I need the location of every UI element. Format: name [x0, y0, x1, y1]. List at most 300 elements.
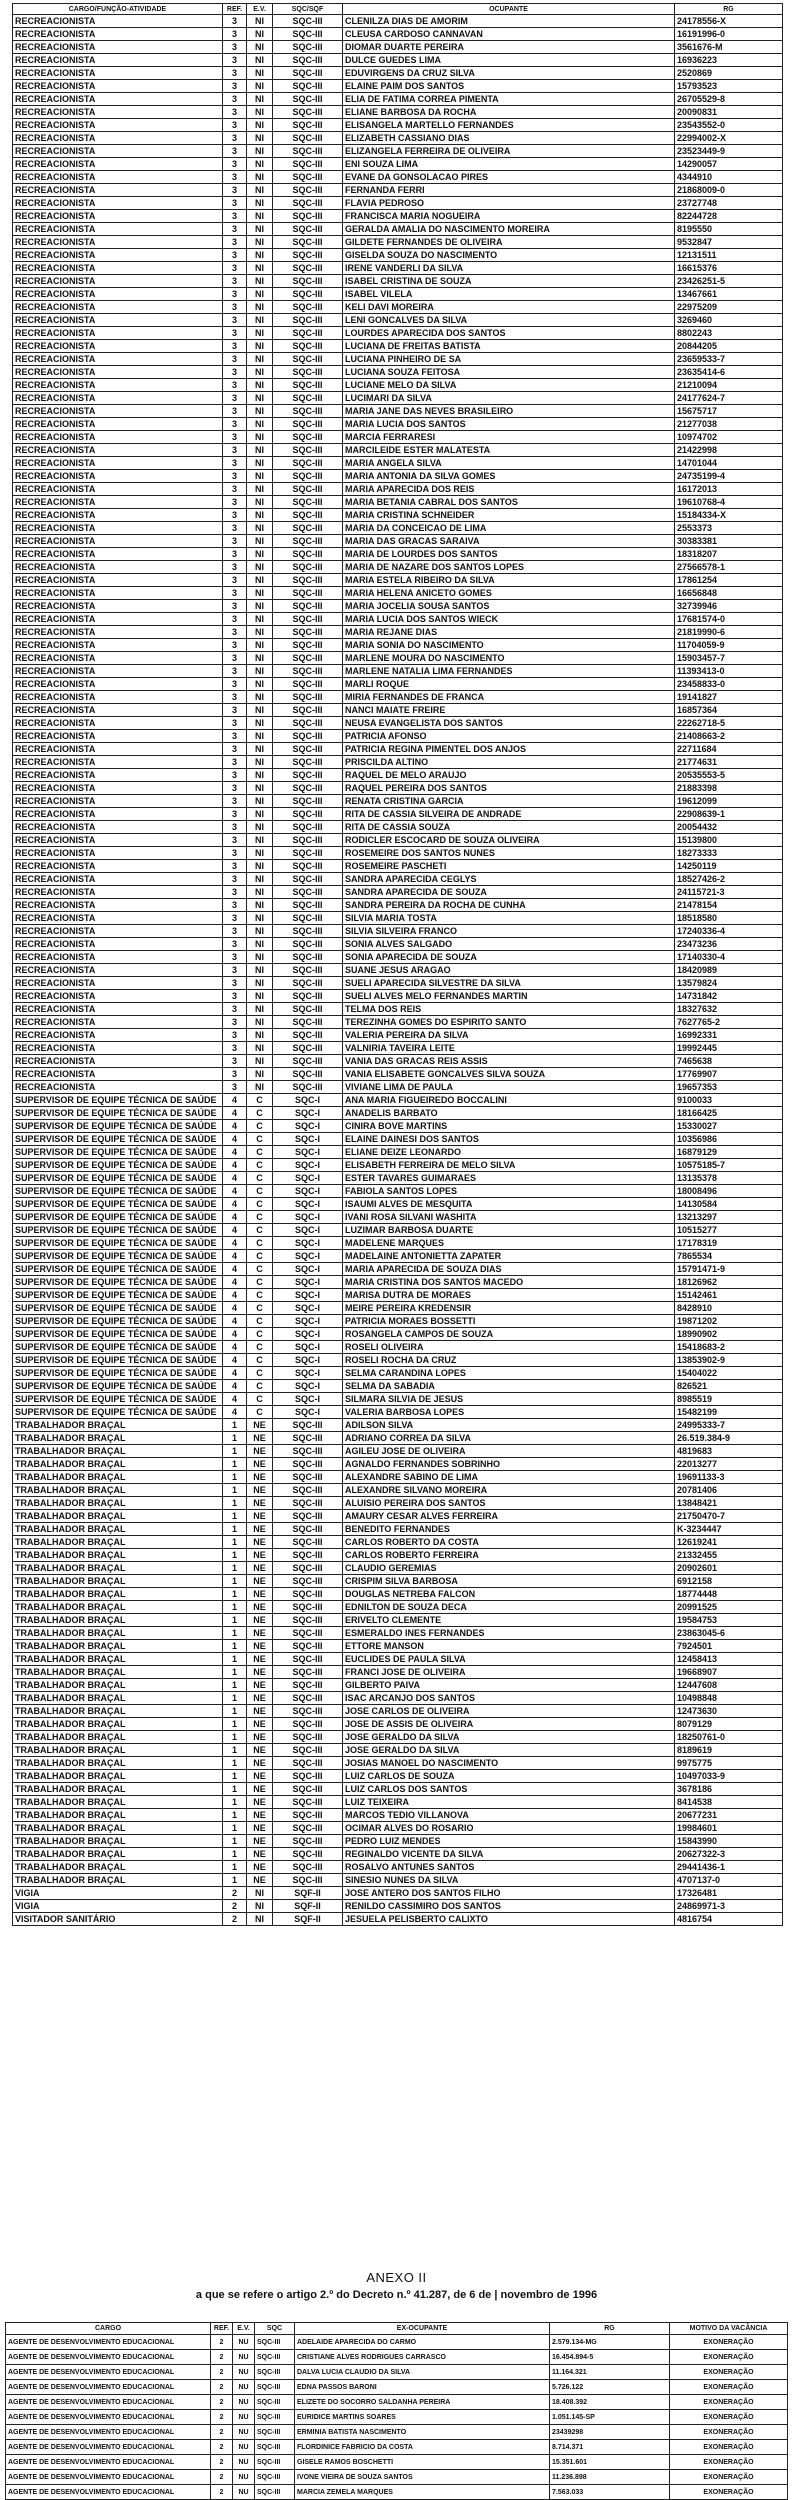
table-cell: IVONE VIEIRA DE SOUZA SANTOS: [295, 2470, 550, 2485]
table-cell: VANIA ELISABETE GONCALVES SILVA SOUZA: [343, 1068, 675, 1081]
table-cell: DIOMAR DUARTE PEREIRA: [343, 41, 675, 54]
table-cell: ALEXANDRE SILVANO MOREIRA: [343, 1484, 675, 1497]
table-cell: 19610768-4: [675, 496, 783, 509]
table-cell: EUCLIDES DE PAULA SILVA: [343, 1653, 675, 1666]
table-cell: REGINALDO VICENTE DA SILVA: [343, 1848, 675, 1861]
table-cell: CLENILZA DIAS DE AMORIM: [343, 15, 675, 28]
table-cell: SQC-I: [273, 1406, 343, 1419]
table-row: [13, 1809, 783, 1822]
table-cell: 8414538: [675, 1796, 783, 1809]
table-cell: 1: [223, 1705, 247, 1718]
table-cell: 4: [223, 1146, 247, 1159]
table-row: [13, 1120, 783, 1133]
table-cell: 4: [223, 1315, 247, 1328]
table-cell: RECREACIONISTA: [13, 15, 223, 28]
table-cell: RENATA CRISTINA GARCIA: [343, 795, 675, 808]
table-cell: SQC-III: [273, 1068, 343, 1081]
table-cell: 11704059-9: [675, 639, 783, 652]
table-cell: MARIA ANGELA SILVA: [343, 457, 675, 470]
table-cell: SQC-III: [273, 730, 343, 743]
column-header: MOTIVO DA VACÂNCIA: [670, 2323, 788, 2335]
table-cell: NI: [247, 93, 273, 106]
table-cell: 3: [223, 717, 247, 730]
table-cell: C: [247, 1393, 273, 1406]
table-cell: 17861254: [675, 574, 783, 587]
table-cell: 10515277: [675, 1224, 783, 1237]
table-cell: SQC-III: [273, 769, 343, 782]
table-cell: C: [247, 1224, 273, 1237]
table-cell: SQC-III: [273, 1419, 343, 1432]
table-cell: LUIZ TEIXEIRA: [343, 1796, 675, 1809]
table-row: [13, 54, 783, 67]
table-cell: 3: [223, 756, 247, 769]
table-cell: 4: [223, 1211, 247, 1224]
table-cell: SQC-III: [273, 1848, 343, 1861]
table-cell: VIGIA: [13, 1887, 223, 1900]
table-cell: TELMA DOS REIS: [343, 1003, 675, 1016]
table-cell: 15418683-2: [675, 1341, 783, 1354]
table-cell: RECREACIONISTA: [13, 665, 223, 678]
table-cell: VIGIA: [13, 1900, 223, 1913]
annex-title: ANEXO II: [366, 2270, 427, 2285]
table-cell: C: [247, 1380, 273, 1393]
table-row: [13, 717, 783, 730]
table-cell: RITA DE CASSIA SOUZA: [343, 821, 675, 834]
table-cell: SQC-III: [273, 847, 343, 860]
table-cell: 21210094: [675, 379, 783, 392]
table-row: [13, 912, 783, 925]
table-cell: 3: [223, 184, 247, 197]
table-cell: SQC-III: [273, 691, 343, 704]
table-row: [13, 496, 783, 509]
table-cell: DOUGLAS NETREBA FALCON: [343, 1588, 675, 1601]
table-row: [13, 1900, 783, 1913]
table-cell: 3: [223, 613, 247, 626]
table-cell: RECREACIONISTA: [13, 899, 223, 912]
table-row: [13, 1510, 783, 1523]
table-cell: ISAC ARCANJO DOS SANTOS: [343, 1692, 675, 1705]
table-cell: 8802243: [675, 327, 783, 340]
table-cell: 20054432: [675, 821, 783, 834]
table-row: [13, 795, 783, 808]
table-cell: TRABALHADOR BRAÇAL: [13, 1874, 223, 1887]
table-row: [13, 1055, 783, 1068]
table-cell: NI: [247, 1900, 273, 1913]
table-cell: 14731842: [675, 990, 783, 1003]
table-cell: 1: [223, 1809, 247, 1822]
table-cell: TRABALHADOR BRAÇAL: [13, 1666, 223, 1679]
table-cell: 3: [223, 509, 247, 522]
table-cell: ERIVELTO CLEMENTE: [343, 1614, 675, 1627]
table-cell: SQC-III: [273, 1003, 343, 1016]
table-row: [6, 2380, 788, 2395]
table-cell: EXONERAÇÃO: [670, 2410, 788, 2425]
table-cell: MARIA JANE DAS NEVES BRASILEIRO: [343, 405, 675, 418]
table-cell: SQC-III: [273, 782, 343, 795]
table-cell: NU: [233, 2380, 255, 2395]
table-cell: ADRIANO CORREA DA SILVA: [343, 1432, 675, 1445]
table-cell: SQC-III: [273, 314, 343, 327]
table-row: [13, 1159, 783, 1172]
table-cell: 30383381: [675, 535, 783, 548]
table-cell: RECREACIONISTA: [13, 184, 223, 197]
table-cell: OCIMAR ALVES DO ROSARIO: [343, 1822, 675, 1835]
table-cell: MADELENE MARQUES: [343, 1237, 675, 1250]
table-cell: 2: [211, 2440, 233, 2455]
column-header: E.V.: [233, 2323, 255, 2335]
table-cell: 3: [223, 444, 247, 457]
table-cell: 3: [223, 483, 247, 496]
table-cell: 16936223: [675, 54, 783, 67]
table-cell: 3: [223, 743, 247, 756]
table-cell: NANCI MAIATE FREIRE: [343, 704, 675, 717]
table-cell: 11393413-0: [675, 665, 783, 678]
table-cell: SUPERVISOR DE EQUIPE TÉCNICA DE SAÚDE: [13, 1107, 223, 1120]
table-row: [6, 2485, 788, 2500]
table-cell: NE: [247, 1679, 273, 1692]
table-row: [13, 808, 783, 821]
table-cell: RECREACIONISTA: [13, 93, 223, 106]
table-cell: 4: [223, 1393, 247, 1406]
table-cell: 1: [223, 1536, 247, 1549]
table-cell: 3: [223, 327, 247, 340]
table-cell: SQC-III: [273, 600, 343, 613]
table-cell: 10498848: [675, 1692, 783, 1705]
table-cell: BENEDITO FERNANDES: [343, 1523, 675, 1536]
column-header: SQC: [255, 2323, 295, 2335]
table-cell: 21774631: [675, 756, 783, 769]
table-cell: NI: [247, 15, 273, 28]
table-row: [13, 769, 783, 782]
vacancy-table-body: [6, 2335, 788, 2500]
table-cell: 3: [223, 678, 247, 691]
table-cell: 17178319: [675, 1237, 783, 1250]
table-cell: SQC-I: [273, 1263, 343, 1276]
table-cell: NI: [247, 977, 273, 990]
table-cell: 3: [223, 769, 247, 782]
table-cell: K-3234447: [675, 1523, 783, 1536]
table-cell: ADILSON SILVA: [343, 1419, 675, 1432]
table-cell: VANIA DAS GRACAS REIS ASSIS: [343, 1055, 675, 1068]
table-cell: 3: [223, 80, 247, 93]
table-cell: 18420989: [675, 964, 783, 977]
table-cell: RECREACIONISTA: [13, 860, 223, 873]
table-cell: TRABALHADOR BRAÇAL: [13, 1744, 223, 1757]
table-cell: C: [247, 1107, 273, 1120]
table-row: [13, 665, 783, 678]
table-cell: 3: [223, 730, 247, 743]
table-cell: C: [247, 1185, 273, 1198]
table-cell: 16992331: [675, 1029, 783, 1042]
table-cell: MARIA DAS GRACAS SARAIVA: [343, 535, 675, 548]
table-cell: 3: [223, 106, 247, 119]
table-cell: SQC-I: [273, 1393, 343, 1406]
table-cell: 2: [211, 2455, 233, 2470]
table-cell: 1: [223, 1666, 247, 1679]
table-cell: SQC-III: [273, 249, 343, 262]
table-cell: 10356986: [675, 1133, 783, 1146]
table-row: [13, 587, 783, 600]
table-cell: DULCE GUEDES LIMA: [343, 54, 675, 67]
table-cell: EXONERAÇÃO: [670, 2395, 788, 2410]
table-cell: 3: [223, 873, 247, 886]
table-cell: RECREACIONISTA: [13, 275, 223, 288]
table-cell: TRABALHADOR BRAÇAL: [13, 1484, 223, 1497]
table-cell: NI: [247, 574, 273, 587]
table-cell: SQC-I: [273, 1133, 343, 1146]
table-cell: GISELE RAMOS BOSCHETTI: [295, 2455, 550, 2470]
table-cell: NI: [247, 1887, 273, 1900]
table-cell: 3: [223, 496, 247, 509]
table-cell: SUPERVISOR DE EQUIPE TÉCNICA DE SAÚDE: [13, 1237, 223, 1250]
table-cell: EXONERAÇÃO: [670, 2365, 788, 2380]
table-cell: SQC-III: [255, 2425, 295, 2440]
table-cell: SQC-III: [273, 15, 343, 28]
table-cell: SQC-I: [273, 1094, 343, 1107]
table-cell: SQC-III: [273, 41, 343, 54]
table-cell: RECREACIONISTA: [13, 925, 223, 938]
table-cell: TRABALHADOR BRAÇAL: [13, 1562, 223, 1575]
table-cell: NU: [233, 2425, 255, 2440]
table-cell: NI: [247, 379, 273, 392]
table-row: [6, 2470, 788, 2485]
table-cell: CINIRA BOVE MARTINS: [343, 1120, 675, 1133]
table-cell: ROSEMEIRE PASCHETI: [343, 860, 675, 873]
table-cell: RECREACIONISTA: [13, 197, 223, 210]
table-cell: SQC-I: [273, 1250, 343, 1263]
table-cell: 826521: [675, 1380, 783, 1393]
table-cell: 16879129: [675, 1146, 783, 1159]
table-cell: NI: [247, 548, 273, 561]
table-cell: PATRICIA MORAES BOSSETTI: [343, 1315, 675, 1328]
table-cell: SUPERVISOR DE EQUIPE TÉCNICA DE SAÚDE: [13, 1393, 223, 1406]
table-cell: RECREACIONISTA: [13, 964, 223, 977]
table-cell: TRABALHADOR BRAÇAL: [13, 1731, 223, 1744]
table-cell: 4707137-0: [675, 1874, 783, 1887]
table-cell: SQC-III: [273, 1770, 343, 1783]
table-cell: SQC-III: [255, 2350, 295, 2365]
table-row: [13, 1393, 783, 1406]
table-cell: RECREACIONISTA: [13, 223, 223, 236]
table-cell: SQC-III: [273, 67, 343, 80]
table-cell: EXONERAÇÃO: [670, 2470, 788, 2485]
table-cell: NI: [247, 522, 273, 535]
table-cell: 3: [223, 67, 247, 80]
table-cell: NE: [247, 1640, 273, 1653]
table-cell: JOSIAS MANOEL DO NASCIMENTO: [343, 1757, 675, 1770]
table-cell: 9532847: [675, 236, 783, 249]
table-cell: NE: [247, 1770, 273, 1783]
table-row: [13, 418, 783, 431]
table-cell: 7865534: [675, 1250, 783, 1263]
table-cell: NE: [247, 1601, 273, 1614]
table-cell: 1: [223, 1640, 247, 1653]
table-cell: RECREACIONISTA: [13, 626, 223, 639]
table-cell: NI: [247, 54, 273, 67]
table-cell: 3269460: [675, 314, 783, 327]
table-row: [13, 15, 783, 28]
table-cell: ERMINIA BATISTA NASCIMENTO: [295, 2425, 550, 2440]
table-cell: RECREACIONISTA: [13, 1068, 223, 1081]
table-cell: 4: [223, 1172, 247, 1185]
table-cell: RECREACIONISTA: [13, 873, 223, 886]
table-row: [13, 847, 783, 860]
table-cell: LUIZ CARLOS DOS SANTOS: [343, 1783, 675, 1796]
table-cell: RECREACIONISTA: [13, 28, 223, 41]
table-row: [13, 483, 783, 496]
table-cell: 4: [223, 1133, 247, 1146]
table-cell: NI: [247, 561, 273, 574]
table-cell: NI: [247, 535, 273, 548]
table-cell: SQC-III: [273, 821, 343, 834]
table-cell: NI: [247, 106, 273, 119]
table-row: [13, 1718, 783, 1731]
table-cell: 3: [223, 977, 247, 990]
table-cell: 26.519.384-9: [675, 1432, 783, 1445]
table-cell: AGENTE DE DESENVOLVIMENTO EDUCACIONAL: [6, 2470, 211, 2485]
table-row: [13, 1627, 783, 1640]
table-cell: SUPERVISOR DE EQUIPE TÉCNICA DE SAÚDE: [13, 1302, 223, 1315]
table-cell: NI: [247, 1081, 273, 1094]
table-cell: 3: [223, 574, 247, 587]
table-cell: NI: [247, 847, 273, 860]
table-cell: NI: [247, 288, 273, 301]
table-cell: 17326481: [675, 1887, 783, 1900]
table-row: [13, 834, 783, 847]
table-cell: SQC-III: [273, 756, 343, 769]
table-cell: TRABALHADOR BRAÇAL: [13, 1835, 223, 1848]
table-cell: SQC-III: [273, 236, 343, 249]
table-cell: 1: [223, 1783, 247, 1796]
table-cell: 3: [223, 847, 247, 860]
table-cell: SQC-III: [273, 418, 343, 431]
table-cell: SUPERVISOR DE EQUIPE TÉCNICA DE SAÚDE: [13, 1315, 223, 1328]
table-row: [13, 743, 783, 756]
table-cell: SQC-III: [273, 379, 343, 392]
table-cell: EXONERAÇÃO: [670, 2425, 788, 2440]
table-cell: RECREACIONISTA: [13, 769, 223, 782]
table-cell: 2553373: [675, 522, 783, 535]
table-cell: SQC-III: [273, 1471, 343, 1484]
table-cell: ADELAIDE APARECIDA DO CARMO: [295, 2335, 550, 2350]
table-cell: 1: [223, 1523, 247, 1536]
table-cell: AGENTE DE DESENVOLVIMENTO EDUCACIONAL: [6, 2455, 211, 2470]
table-cell: NU: [233, 2350, 255, 2365]
table-cell: NI: [247, 951, 273, 964]
table-cell: SQC-I: [273, 1211, 343, 1224]
table-cell: SANDRA PEREIRA DA ROCHA DE CUNHA: [343, 899, 675, 912]
table-cell: NI: [247, 392, 273, 405]
table-cell: LUCIMARI DA SILVA: [343, 392, 675, 405]
table-cell: 1: [223, 1744, 247, 1757]
table-cell: RECREACIONISTA: [13, 1055, 223, 1068]
table-row: [13, 262, 783, 275]
table-cell: LUCIANA PINHEIRO DE SA: [343, 353, 675, 366]
table-cell: AGENTE DE DESENVOLVIMENTO EDUCACIONAL: [6, 2380, 211, 2395]
table-cell: SQC-I: [273, 1198, 343, 1211]
table-cell: AGILEU JOSE DE OLIVEIRA: [343, 1445, 675, 1458]
table-cell: ISAUMI ALVES DE MESQUITA: [343, 1198, 675, 1211]
table-cell: SQC-III: [273, 353, 343, 366]
table-cell: 3: [223, 600, 247, 613]
table-row: [6, 2425, 788, 2440]
table-cell: SUPERVISOR DE EQUIPE TÉCNICA DE SAÚDE: [13, 1263, 223, 1276]
table-cell: NU: [233, 2395, 255, 2410]
table-cell: 18518580: [675, 912, 783, 925]
table-cell: SQC-III: [273, 1081, 343, 1094]
table-cell: NI: [247, 223, 273, 236]
table-cell: SUELI ALVES MELO FERNANDES MARTIN: [343, 990, 675, 1003]
table-cell: RECREACIONISTA: [13, 951, 223, 964]
table-cell: SQC-III: [273, 457, 343, 470]
table-cell: 23473236: [675, 938, 783, 951]
table-cell: 24115721-3: [675, 886, 783, 899]
table-row: [13, 1614, 783, 1627]
table-cell: NI: [247, 782, 273, 795]
table-cell: 20677231: [675, 1809, 783, 1822]
table-cell: ALEXANDRE SABINO DE LIMA: [343, 1471, 675, 1484]
table-cell: 3: [223, 457, 247, 470]
table-cell: 2520869: [675, 67, 783, 80]
table-cell: 21478154: [675, 899, 783, 912]
table-cell: NE: [247, 1510, 273, 1523]
table-cell: SQC-III: [273, 587, 343, 600]
assignment-table-body: [13, 15, 783, 1926]
table-cell: MARCIA FERRARESI: [343, 431, 675, 444]
table-row: [13, 444, 783, 457]
table-row: [13, 405, 783, 418]
table-cell: RECREACIONISTA: [13, 67, 223, 80]
table-row: [13, 1146, 783, 1159]
table-cell: RECREACIONISTA: [13, 977, 223, 990]
table-cell: RECREACIONISTA: [13, 327, 223, 340]
table-cell: RECREACIONISTA: [13, 834, 223, 847]
table-cell: VALERIA BARBOSA LOPES: [343, 1406, 675, 1419]
table-cell: 4: [223, 1237, 247, 1250]
table-row: [13, 210, 783, 223]
table-cell: 24735199-4: [675, 470, 783, 483]
table-cell: SQC-III: [273, 1445, 343, 1458]
table-cell: NE: [247, 1575, 273, 1588]
table-cell: 3: [223, 886, 247, 899]
table-cell: SUPERVISOR DE EQUIPE TÉCNICA DE SAÚDE: [13, 1224, 223, 1237]
table-cell: NE: [247, 1705, 273, 1718]
table-cell: 3: [223, 1029, 247, 1042]
table-cell: MARIA DA CONCEICAO DE LIMA: [343, 522, 675, 535]
table-cell: 15903457-7: [675, 652, 783, 665]
table-cell: TRABALHADOR BRAÇAL: [13, 1614, 223, 1627]
table-row: [13, 106, 783, 119]
table-cell: TRABALHADOR BRAÇAL: [13, 1497, 223, 1510]
table-cell: 3: [223, 223, 247, 236]
table-cell: 4: [223, 1367, 247, 1380]
table-cell: LUCIANA SOUZA FEITOSA: [343, 366, 675, 379]
table-cell: 14701044: [675, 457, 783, 470]
table-cell: 18527426-2: [675, 873, 783, 886]
table-cell: SUPERVISOR DE EQUIPE TÉCNICA DE SAÚDE: [13, 1146, 223, 1159]
table-cell: RECREACIONISTA: [13, 392, 223, 405]
table-cell: 8428910: [675, 1302, 783, 1315]
column-header: E.V.: [247, 4, 273, 15]
table-row: [13, 1874, 783, 1887]
table-cell: 3: [223, 158, 247, 171]
table-cell: NE: [247, 1523, 273, 1536]
column-header: RG: [550, 2323, 670, 2335]
table-cell: 3: [223, 561, 247, 574]
table-cell: SQC-III: [255, 2440, 295, 2455]
table-cell: DALVA LUCIA CLAUDIO DA SILVA: [295, 2365, 550, 2380]
table-cell: 15.351.601: [550, 2455, 670, 2470]
